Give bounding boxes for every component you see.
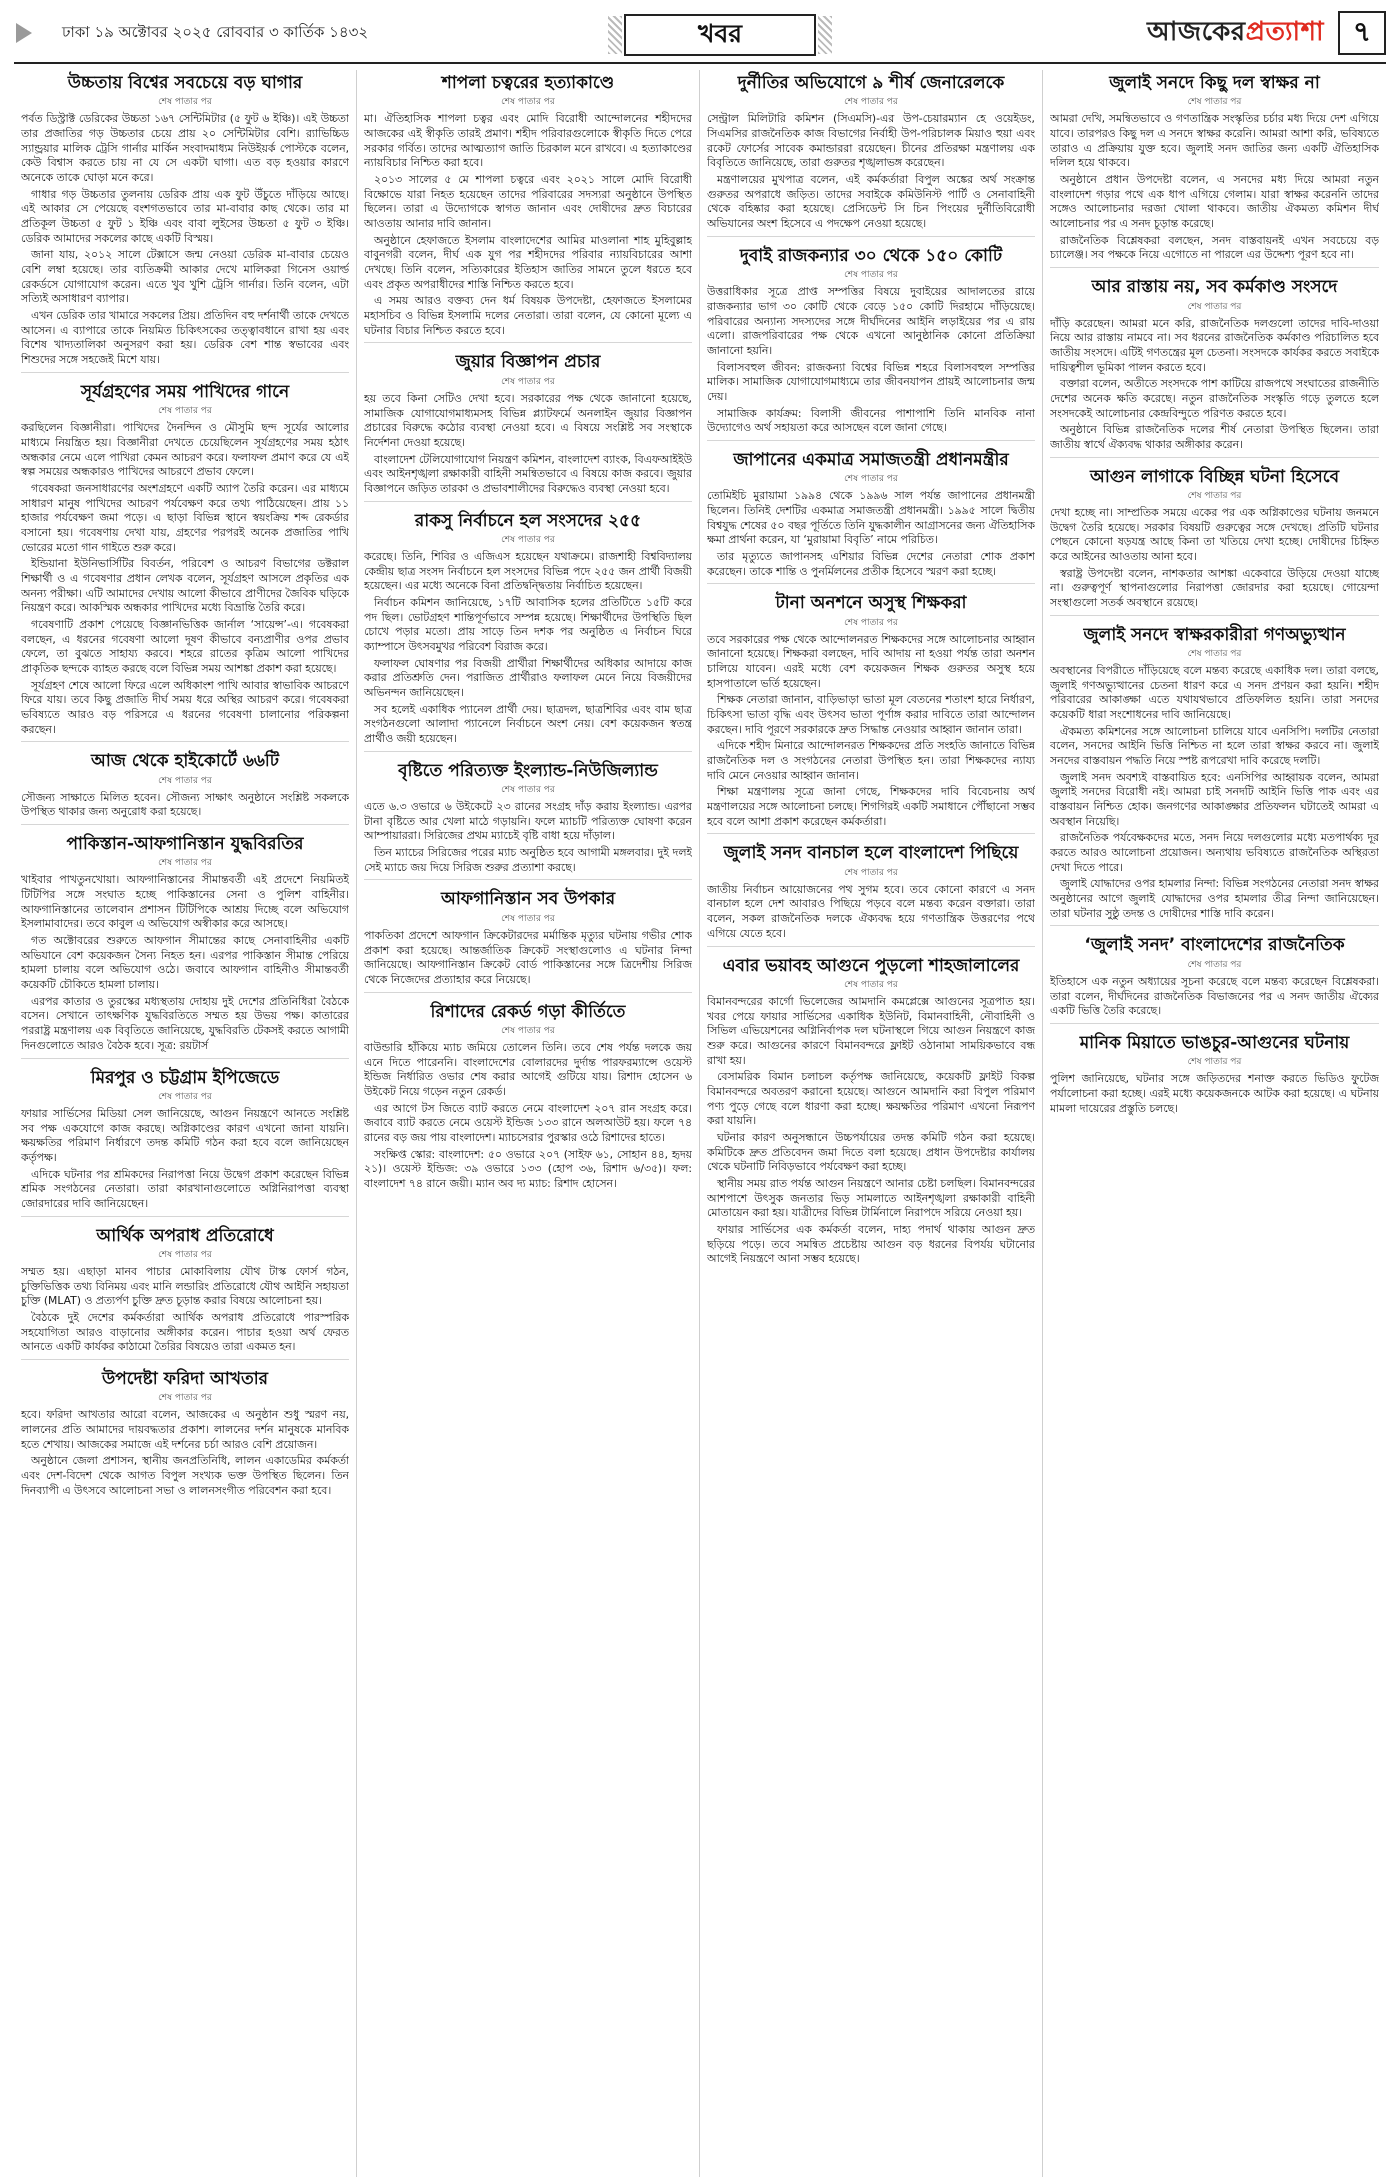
headline[interactable]: এবার ভয়াবহ আগুনে পুড়লো শাহজালালের (722, 955, 1020, 976)
article-paragraph: স্বরাষ্ট্র উপদেষ্টা বলেন, নাশকতার আশঙ্কা একেবারে উড়িয়ে দেওয়া যাচ্ছে না। গুরুত্বপূর্ণ স্থাপনাগুলোর নিরাপত্তা জোরদার করা হয়েছে। গোয়েন্দা সংস্থাগুলো সতর্ক অবস্থানে রয়েছে। (1050, 566, 1379, 609)
continuation-note: শেষ পাতার পর (158, 406, 212, 417)
article-paragraph: এ সময় আরও বক্তব্য দেন ধর্ম বিষয়ক উপদেষ্টা, হেফাজতে ইসলামের মহাসচিব ও বিভিন্ন ইসলামি দলের নেতারা। তারা বলেন, যে কোনো মূল্যে এ ঘটনার বিচার নিশ্চিত করতে হবে। (364, 294, 692, 337)
article-columns (14, 70, 1386, 2177)
article-paragraph: জুলাই যোদ্ধাদের ওপর হামলার নিন্দা: বিভিন্ন সংগঠনের নেতারা সনদ স্বাক্ষর অনুষ্ঠানের আগে জুলাই যোদ্ধাদের ওপর হামলার তীব্র নিন্দা জানিয়েছেন। তারা ঘটনার সুষ্ঠু তদন্ত ও দোষীদের শাস্তি দাবি করেন। (1050, 877, 1379, 920)
article (1050, 274, 1379, 457)
article-paragraph: খাইবার পাখতুনখোয়া। আফগানিস্তানের সীমান্তবর্তী এই প্রদেশে নিয়মিতই টিটিপির সঙ্গে সংঘাত হচ্ছে পাকিস্তানের সেনা ও পুলিশ বাহিনীর। আফগানিস্তানের তালেবান প্রশাসন টিটিপিকে আশ্রয় দিচ্ছে বলে অভিযোগ ইসলামাবাদের। তবে কাবুল এ অভিযোগ অস্বীকার করে আসছে। (21, 873, 349, 931)
article-paragraph: মা। ঐতিহাসিক শাপলা চত্বর এবং মোদি বিরোধী আন্দোলনের শহীদদের আজকের এই স্বীকৃতি তারই প্রমাণ। শহীদ পরিবারগুলোকে স্বীকৃতি দিতে পেরে সরকার গর্বিত। তাদের আত্মত্যাগ জাতি চিরকাল মনে রাখবে। এ হত্যাকাণ্ডের ন্যায়বিচার নিশ্চিত করা হবে। (364, 112, 692, 170)
article-paragraph: ইন্ডিয়ানা ইউনিভার্সিটির বিবর্তন, পরিবেশ ও আচরণ বিভাগের ডক্টরাল শিক্ষার্থী ও এ গবেষণার প্রধান লেখক বলেন, সূর্যগ্রহণ আসলে প্রকৃতির এক অনন্য পরীক্ষা। এটি আমাদের দেখায় আলো কীভাবে প্রাণীদের জৈবিক ঘড়িকে নিয়ন্ত্রণ করে। আকস্মিক অন্ধকার পাখিদের মধ্যে বিভ্রান্তি তৈরি করে। (21, 557, 349, 615)
column-3 (700, 70, 1043, 2177)
continuation-note: শেষ পাতার পর (844, 97, 898, 108)
article (1050, 932, 1379, 1023)
article-paragraph: তিন ম্যাচের সিরিজের পরের ম্যাচ অনুষ্ঠিত হবে আগামী মঙ্গলবার। দুই দলই সেই ম্যাচে জয় দিয়ে সিরিজ শুরুর প্রত্যাশা করছে। (364, 846, 692, 874)
section-label (624, 14, 816, 56)
headline[interactable]: জুলাই সনদে স্বাক্ষরকারীরা গণঅভ্যুত্থান (1083, 624, 1346, 645)
continuation-note: শেষ পাতার পর (1187, 301, 1242, 312)
continuation-note: শেষ পাতার পর (844, 474, 898, 485)
continuation-note: শেষ পাতার পর (158, 97, 212, 108)
article (364, 886, 692, 992)
continuation-note: শেষ পাতার পর (844, 979, 898, 990)
article-paragraph: সম্মত হয়। এছাড়া মানব পাচার মোকাবিলায় যৌথ টাস্ক ফোর্স গঠন, চুক্তিভিত্তিক তথ্য বিনিময় এবং মানি লন্ডারিং প্রতিরোধে যৌথ আইনি সহায়তা চুক্তি (MLAT) ও প্রত্যর্পণ চুক্তি দ্রুত চূড়ান্ত করার বিষয়ে আলোচনা হয়। (21, 1264, 349, 1308)
article (707, 840, 1035, 946)
continuation-note: শেষ পাতার পর (1187, 490, 1242, 501)
headline[interactable]: মিরপুর ও চট্টগ্রাম ইপিজেডে (90, 1067, 280, 1088)
article-paragraph: তার মৃত্যুতে জাপানসহ এশিয়ার বিভিন্ন দেশের নেতারা শোক প্রকাশ করেছেন। তাকে শান্তি ও পুনর্মিলনের প্রতীক হিসেবে স্মরণ করা হচ্ছে। (707, 549, 1035, 578)
article-paragraph: ২০১৩ সালের ৫ মে শাপলা চত্বরে এবং ২০২১ সালে মোদি বিরোধী বিক্ষোভে যারা নিহত হয়েছেন তাদের পরিবারের সদস্যরা অনুষ্ঠানে উপস্থিত ছিলেন। তারা এ উদ্যোগকে স্বাগত জানান এবং দোষীদের দ্রুত বিচারের আওতায় আনার দাবি জানান। (364, 173, 692, 231)
article-paragraph: এর আগে টস জিতে ব্যাট করতে নেমে বাংলাদেশ ২০৭ রান সংগ্রহ করে। জবাবে ব্যাট করতে নেমে ওয়েস্ট ইন্ডিজ ১৩৩ রানে অলআউট হয়। ফলে ৭৪ রানের বড় জয় পায় বাংলাদেশ। ম্যাচসেরার পুরস্কার ওঠে রিশাদের হাতে। (364, 1101, 692, 1144)
article-paragraph: তোমিইচি মুরায়ামা ১৯৯৪ থেকে ১৯৯৬ সাল পর্যন্ত জাপানের প্রধানমন্ত্রী ছিলেন। তিনিই দেশটির একমাত্র সমাজতন্ত্রী প্রধানমন্ত্রী। ১৯৯৫ সালে দ্বিতীয় বিশ্বযুদ্ধ শেষের ৫০ বছর পূর্তিতে তিনি যুদ্ধকালীন আগ্রাসনের জন্য ঐতিহাসিক ক্ষমা প্রার্থনা করেন, যা ‘মুরায়ামা বিবৃতি’ নামে পরিচিত। (707, 489, 1035, 547)
article-paragraph: সৌজন্য সাক্ষাতে মিলিত হবেন। সৌজন্য সাক্ষাৎ অনুষ্ঠানে সংশ্লিষ্ট সকলকে উপস্থিত থাকার জন্য অনুরোধ করা হয়েছে। (21, 790, 349, 819)
article (1050, 70, 1379, 268)
article-paragraph: গবেষণাটি প্রকাশ পেয়েছে বিজ্ঞানভিত্তিক জার্নাল ‘সায়েন্স’-এ। গবেষকরা বলছেন, এ ধরনের গবেষণা আলো দূষণ কীভাবে বন্যপ্রাণীর ওপর প্রভাব ফেলে, তা বুঝতে সাহায্য করবে। শহরে রাতের কৃত্রিম আলো পাখিদের প্রাকৃতিক ছন্দকে ব্যাহত করছে বলে বিভিন্ন সময় আশঙ্কা প্রকাশ করা হয়েছে। (21, 617, 349, 675)
article-paragraph: ইতিহাসে এক নতুন অধ্যায়ের সূচনা করেছে বলে মন্তব্য করেছেন বিশ্লেষকরা। তারা বলেন, দীর্ঘদিনের রাজনৈতিক বিভাজনের পর এ সনদ জাতীয় ঐক্যের একটি ভিত্তি তৈরি করেছে। (1050, 974, 1379, 1018)
logo-part-1: আজকের (1147, 17, 1246, 47)
logo-part-2: প্রত্যাশা (1245, 17, 1324, 47)
headline[interactable]: জাপানের একমাত্র সমাজতন্ত্রী প্রধানমন্ত্রীর (733, 449, 1009, 470)
article-paragraph: জাতীয় নির্বাচন আয়োজনের পথ সুগম হবে। তবে কোনো কারণে এ সনদ বানচাল হলে দেশ আবারও পিছিয়ে পড়বে বলে মন্তব্য করেন বক্তারা। তারা বলেন, সকল রাজনৈতিক দলকে ঐক্যবদ্ধ হয়ে গণতান্ত্রিক উত্তরণের পথে এগিয়ে যেতে হবে। (707, 882, 1035, 940)
article-paragraph: এতে ৬.৩ ওভারে ৬ উইকেটে ২৩ রানের সংগ্রহ দাঁড় করায় ইংল্যান্ড। এরপর টানা বৃষ্টিতে আর খেলা মাঠে গড়ায়নি। ফলে ম্যাচটি পরিত্যক্ত ঘোষণা করেন আম্পায়াররা। সিরিজের প্রথম ম্যাচেই বৃষ্টি বাধা হয়ে দাঁড়াল। (364, 800, 692, 843)
page-header (14, 8, 1386, 58)
continuation-note: শেষ পাতার পর (158, 775, 212, 786)
article-paragraph: সংক্ষিপ্ত স্কোর: বাংলাদেশ: ৫০ ওভারে ২০৭ (সাইফ ৬১, সোহান ৪৪, হৃদয় ২১)। ওয়েস্ট ইন্ডিজ: ৩৯ ওভারে ১৩৩ (হোপ ৩৬, রিশাদ ৬/৩৫)। ফল: বাংলাদেশ ৭৪ রানে জয়ী। ম্যান অব দ্য ম্যাচ: রিশাদ হোসেন। (364, 1147, 692, 1190)
article (364, 508, 692, 752)
masthead-logo (1147, 11, 1324, 55)
headline[interactable]: জুয়ার বিজ্ঞাপন প্রচার (455, 352, 601, 373)
headline[interactable]: টানা অনশনে অসুস্থ শিক্ষকরা (775, 593, 967, 614)
headline[interactable]: উচ্চতায় বিশ্বের সবচেয়ে বড় ঘাগার (67, 73, 303, 93)
continuation-note: শেষ পাতার পর (844, 867, 898, 878)
article-paragraph: পুলিশ জানিয়েছে, ঘটনার সঙ্গে জড়িতদের শনাক্ত করতে ভিডিও ফুটেজ পর্যালোচনা করা হচ্ছে। এরই মধ্যে কয়েকজনকে আটক করা হয়েছে। এ ঘটনায় মামলা দায়েরের প্রস্তুতি চলছে। (1050, 1072, 1379, 1115)
article-paragraph: বৈঠকে দুই দেশের কর্মকর্তারা আর্থিক অপরাধ প্রতিরোধে পারস্পরিক সহযোগিতা আরও বাড়ানোর অঙ্গীকার করেন। পাচার হওয়া অর্থ ফেরত আনতে একটি কার্যকর কাঠামো তৈরির বিষয়েও তারা একমত হন। (21, 1311, 349, 1354)
article-paragraph: আমরা দেখি, সমন্বিতভাবে ও গণতান্ত্রিক সংস্কৃতির চর্চার মধ্য দিয়ে দেশ এগিয়ে যাবে। তারপরও কিছু দল এ সনদে স্বাক্ষর করেনি। আমরা আশা করি, ভবিষ্যতে তারাও এ প্রক্রিয়ায় যুক্ত হবে। জুলাই সনদ জাতির জন্য একটি ঐতিহাসিক দলিল হয়ে থাকবে। (1050, 112, 1379, 170)
arrow-icon (14, 22, 36, 44)
header-rule (14, 62, 1386, 64)
article-paragraph: গত অক্টোবরের শুরুতে আফগান সীমান্তের কাছে সেনাবাহিনীর একটি অভিযানে বেশ কয়েকজন সৈন্য নিহত হন। এরপর পাকিস্তান সীমান্ত পেরিয়ে হামলা চালায় বলে অভিযোগ ওঠে। জবাবে আফগান বাহিনীও সীমান্তবর্তী কয়েকটি চৌকিতে হামলা চালায়। (21, 934, 349, 992)
article-paragraph: বাংলাদেশ টেলিযোগাযোগ নিয়ন্ত্রণ কমিশন, বাংলাদেশ ব্যাংক, বিএফআইইউ এবং আইনশৃঙ্খলা রক্ষাকারী বাহিনী সমন্বিতভাবে এ বিষয়ে কাজ করবে। জুয়ার বিজ্ঞাপনে জড়িত তারকা ও প্রভাবশালীদের বিরুদ্ধেও ব্যবস্থা নেওয়া হবে। (364, 452, 692, 495)
article (1050, 1030, 1379, 1120)
headline[interactable]: বৃষ্টিতে পরিত্যক্ত ইংল্যান্ড-নিউজিল্যান্ড (398, 760, 658, 781)
column-4 (1043, 70, 1386, 2177)
continuation-note: শেষ পাতার পর (158, 1249, 212, 1260)
article-paragraph: এরপর কাতার ও তুরস্কের মধ্যস্থতায় দোহায় দুই দেশের প্রতিনিধিরা বৈঠকে বসেন। সেখানে তাৎক্ষণিক যুদ্ধবিরতিতে সম্মত হয় উভয় পক্ষ। কাতারের পররাষ্ট্র মন্ত্রণালয় এক বিবৃতিতে জানিয়েছে, যুদ্ধবিরতি টেকসই করতে আগামী দিনগুলোতে আরও বৈঠক হবে। সূত্র: রয়টার্স (21, 994, 349, 1052)
article-paragraph: ফলাফল ঘোষণার পর বিজয়ী প্রার্থীরা শিক্ষার্থীদের অধিকার আদায়ে কাজ করার প্রতিশ্রুতি দেন। পরাজিত প্রার্থীরাও ফলাফল মেনে নিয়ে বিজয়ীদের অভিনন্দন জানিয়েছেন। (364, 656, 692, 699)
article (21, 1366, 349, 1502)
article-paragraph: তবে সরকারের পক্ষ থেকে আন্দোলনরত শিক্ষকদের সঙ্গে আলোচনার আহ্বান জানানো হয়েছে। শিক্ষকরা বলছেন, দাবি আদায় না হওয়া পর্যন্ত তারা অনশন চালিয়ে যাবেন। এরই মধ্যে বেশ কয়েকজন শিক্ষক গুরুতর অসুস্থ হয়ে হাসপাতালে ভর্তি হয়েছেন। (707, 632, 1035, 690)
article (21, 1223, 349, 1360)
continuation-note: শেষ পাতার পর (1187, 1057, 1242, 1068)
article-paragraph: জানা যায়, ২০১২ সালে টেক্সাসে জন্ম নেওয়া ডেরিক মা-বাবার চেয়েও বেশি লম্বা হয়েছে। তার ব্যতিক্রমী আকার দেখে মালিকরা গিনেস ওয়ার্ল্ড রেকর্ডসে যোগাযোগ করেন। এতে খুব খুশি ট্রেসি গার্নার। তিনি বলেন, এটা সত্যিই অসাধারণ ব্যাপার। (21, 248, 349, 306)
hatch-decoration-right (818, 16, 832, 54)
article-paragraph: সূর্যগ্রহণ শেষে আলো ফিরে এলে অধিকাংশ পাখি আবার স্বাভাবিক আচরণে ফিরে যায়। তবে কিছু প্রজাতি দীর্ঘ সময় ধরে অস্থির আচরণ করে। গবেষকরা ভবিষ্যতে আরও বড় পরিসরে এ ধরনের গবেষণা চালানোর পরিকল্পনা করছেন। (21, 678, 349, 736)
headline[interactable]: পাকিস্তান-আফগানিস্তান যুদ্ধবিরতির (66, 834, 304, 855)
headline[interactable]: ‘জুলাই সনদ’ বাংলাদেশের রাজনৈতিক (1084, 935, 1345, 956)
article (707, 447, 1035, 584)
article-paragraph: করেছে। তিনি, শিবির ও এজিএস হয়েছেন যথাক্রমে। রাজশাহী বিশ্ববিদ্যালয় কেন্দ্রীয় ছাত্র সংসদ নির্বাচনে হল সংসদের বিভিন্ন পদে ২৫৫ জন প্রার্থী বিজয়ী হয়েছেন। এর মধ্যে অনেকে বিনা প্রতিদ্বন্দ্বিতায় নির্বাচিত হয়েছেন। (364, 549, 692, 593)
article-paragraph: শিক্ষক নেতারা জানান, বাড়িভাড়া ভাতা মূল বেতনের শতাংশ হারে নির্ধারণ, চিকিৎসা ভাতা বৃদ্ধি এবং উৎসব ভাতা পূর্ণাঙ্গ করার দাবিতে তারা আন্দোলন করছেন। দাবি পূরণে সরকারকে দ্রুত সিদ্ধান্ত নেওয়ার আহ্বান জানান তারা। (707, 693, 1035, 736)
article-paragraph: জুলাই সনদ অবশ্যই বাস্তবায়িত হবে: এনসিপির আহ্বায়ক বলেন, আমরা জুলাই সনদের বিরোধী নই। আমরা চাই সনদটি আইনি ভিত্তি পাক এবং এর বাস্তবায়ন নিশ্চিত হোক। জনগণের আকাঙ্ক্ষার প্রতিফলন ঘটাতেই আমরা এ অবস্থান নিয়েছি। (1050, 770, 1379, 828)
article (21, 379, 349, 743)
article-paragraph: গবেষকরা জনসাধারণের অংশগ্রহণে একটি অ্যাপ তৈরি করেন। এর মাধ্যমে সাধারণ মানুষ পাখিদের আচরণ পর্যবেক্ষণ করে তথ্য পাঠিয়েছেন। প্রায় ১১ হাজার পর্যবেক্ষণ জমা পড়ে। এ ছাড়া বিভিন্ন স্থানে স্বয়ংক্রিয় শব্দ রেকর্ডার বসানো হয়। গবেষণায় দেখা যায়, গ্রহণের পরপরই অনেক প্রজাতির পাখি ভোরের মতো গান গাইতে শুরু করে। (21, 481, 349, 554)
headline[interactable]: দুবাই রাজকন্যার ৩০ থেকে ১৫০ কোটি (739, 245, 1003, 266)
article-paragraph: বিলাসবহুল জীবন: রাজকন্যা বিশ্বের বিভিন্ন শহরে বিলাসবহুল সম্পত্তির মালিক। সামাজিক যোগাযোগমাধ্যমে তার জীবনযাপন প্রায়ই আলোচনার জন্ম দেয়। (707, 360, 1035, 403)
article-paragraph: ঐকমত্য কমিশনের সঙ্গে আলোচনা চালিয়ে যাবে এনসিপি। দলটির নেতারা বলেন, সনদের আইনি ভিত্তি নিশ্চিত না হলে তারা স্বাক্ষর করবে না। জুলাই সনদের বাস্তবায়ন পদ্ধতি নিয়ে স্পষ্ট রূপরেখা দাবি করেছে দলটি। (1050, 724, 1379, 768)
article (707, 243, 1035, 441)
headline[interactable]: উপদেষ্টা ফরিদা আখতার (101, 1369, 269, 1390)
article-paragraph: হবে। ফরিদা আখতার আরো বলেন, আজকের এ অনুষ্ঠান শুধু স্মরণ নয়, লালনের প্রতি আমাদের দায়বদ্ধতার প্রকাশ। লালনের দর্শন মানুষকে মানবিক হতে শেখায়। আজকের সমাজে এই দর্শনের চর্চা আরও বেশি প্রয়োজন। (21, 1408, 349, 1451)
article-paragraph: সেন্ট্রাল মিলিটারি কমিশন (সিএমসি)-এর উপ-চেয়ারম্যান হে ওয়েইডং, সিএমসির রাজনৈতিক কাজ বিভাগের নির্বাহী উপ-পরিচালক মিয়াও হুয়া এবং রকেট ফোর্সের সাবেক কমান্ডাররা রয়েছেন। চীনের প্রতিরক্ষা মন্ত্রণালয় এক বিবৃতিতে জানিয়েছে, তারা গুরুতর শৃঙ্খলাভঙ্গ করেছেন। (707, 112, 1035, 170)
article-paragraph: অবস্থানের বিপরীতে দাঁড়িয়েছে বলে মন্তব্য করেছে একাধিক দল। তারা বলছে, জুলাই গণঅভ্যুত্থানের চেতনা ধারণ করে এ সনদ প্রণয়ন করা হয়নি। শহীদ পরিবারের আকাঙ্ক্ষা এতে যথাযথভাবে প্রতিফলিত হয়নি। তারা সনদের কয়েকটি ধারা সংশোধনের দাবি জানিয়েছে। (1050, 664, 1379, 722)
article (1050, 622, 1379, 927)
column-2 (357, 70, 700, 2177)
continuation-note: শেষ পাতার পর (844, 270, 898, 281)
continuation-note: শেষ পাতার পর (1187, 649, 1242, 660)
article-paragraph: ঘটনার কারণ অনুসন্ধানে উচ্চপর্যায়ের তদন্ত কমিটি গঠন করা হয়েছে। কমিটিকে দ্রুত প্রতিবেদন জমা দিতে বলা হয়েছে। প্রধান উপদেষ্টার কার্যালয় থেকে ঘটনাটি নিবিড়ভাবে পর্যবেক্ষণ করা হচ্ছে। (707, 1130, 1035, 1174)
article (364, 999, 692, 1196)
headline[interactable]: দুর্নীতির অভিযোগে ৯ শীর্ষ জেনারেলকে (737, 73, 1005, 93)
article-paragraph: সব হলেই একাধিক প্যানেল প্রার্থী দেয়। ছাত্রদল, ছাত্রশিবির এবং বাম ছাত্র সংগঠনগুলো আলাদা প্যানেলে নির্বাচনে অংশ নেয়। বেশ কয়েকজন স্বতন্ত্র প্রার্থীও জয়ী হয়েছেন। (364, 702, 692, 746)
article (364, 349, 692, 501)
article (21, 748, 349, 825)
article-paragraph: অনুষ্ঠানে হেফাজতে ইসলাম বাংলাদেশের আমির মাওলানা শাহ মুহিবুল্লাহ বাবুনগরী বলেন, দীর্ঘ এক যুগ পর শহীদদের পরিবার ন্যায়বিচারের আশা দেখছে। তিনি বলেন, সত্যিকারের ইতিহাস জাতির সামনে তুলে ধরতে হবে এবং প্রকৃত অপরাধীদের শাস্তি নিশ্চিত করতে হবে। (364, 233, 692, 291)
continuation-note: শেষ পাতার পর (501, 534, 555, 545)
article-paragraph: গাধার গড় উচ্চতার তুলনায় ডেরিক প্রায় এক ফুট উঁচুতে দাঁড়িয়ে আছে। এই আকার সে পেয়েছে বংশগতভাবে তার মা-বাবার কাছ থেকে। তার মা প্রতিকূল উচ্চতা ৫ ফুট ১ ইঞ্চি এবং বাবা লুইসের উচ্চতা ৫ ফুট ৩ ইঞ্চি। ডেরিক আমাদের সকলের কাছে একটি বিস্ময়। (21, 187, 349, 245)
continuation-note: শেষ পাতার পর (501, 1025, 555, 1036)
article-paragraph: উত্তরাধিকার সূত্রে প্রাপ্ত সম্পত্তির বিষয়ে দুবাইয়ের আদালতের রায়ে রাজকন্যার ভাগ ৩০ কোটি থেকে বেড়ে ১৫০ কোটি দিরহামে দাঁড়িয়েছে। পরিবারের অন্যান্য সদস্যদের সঙ্গে দীর্ঘদিনের আইনি লড়াইয়ের পর এ রায় এলো। রাজপরিবারের পক্ষ থেকে এখনো আনুষ্ঠানিক কোনো প্রতিক্রিয়া জানানো হয়নি। (707, 285, 1035, 357)
article-paragraph: এদিকে শহীদ মিনারে আন্দোলনরত শিক্ষকদের প্রতি সংহতি জানাতে বিভিন্ন রাজনৈতিক দল ও সংগঠনের নেতারা উপস্থিত হন। তারা শিক্ষকদের ন্যায্য দাবি মেনে নেওয়ার আহ্বান জানান। (707, 739, 1035, 782)
continuation-note: শেষ পাতার পর (501, 97, 555, 108)
article-paragraph: স্থানীয় সময় রাত পর্যন্ত আগুন নিয়ন্ত্রণে আনার চেষ্টা চলছিল। বিমানবন্দরের আশপাশে উৎসুক জনতার ভিড় সামলাতে আইনশৃঙ্খলা রক্ষাকারী বাহিনী মোতায়েন করা হয়। যাত্রীদের বিভিন্ন টার্মিনালে নিরাপদে সরিয়ে নেওয়া হয়। (707, 1176, 1035, 1220)
article-paragraph: নির্বাচন কমিশন জানিয়েছে, ১৭টি আবাসিক হলের প্রতিটিতে ১৫টি করে পদ ছিল। ভোটগ্রহণ শান্তিপূর্ণভাবে সম্পন্ন হয়েছে। শিক্ষার্থীদের উপস্থিতি ছিল চোখে পড়ার মতো। প্রায় সাড়ে তিন দশক পর অনুষ্ঠিত এ নির্বাচন ঘিরে ক্যাম্পাসে উৎসবমুখর পরিবেশ বিরাজ করে। (364, 595, 692, 653)
headline[interactable]: জুলাই সনদে কিছু দল স্বাক্ষর না (1109, 73, 1320, 93)
article-paragraph: বক্তারা বলেন, অতীতে সংসদকে পাশ কাটিয়ে রাজপথে সংঘাতের রাজনীতি দেশের অনেক ক্ষতি করেছে। নতুন রাজনৈতিক সংস্কৃতি গড়ে তুলতে হলে সংসদকেই আলোচনার কেন্দ্রবিন্দুতে পরিণত করতে হবে। (1050, 377, 1379, 420)
article (364, 758, 692, 881)
article-paragraph: দাঁড়ি করেছেন। আমরা মনে করি, রাজনৈতিক দলগুলো তাদের দাবি-দাওয়া নিয়ে আর রাস্তায় নামবে না। সব ধরনের রাজনৈতিক কর্মকাণ্ড পরিচালিত হবে জাতীয় সংসদে। এটিই গণতন্ত্রের মূল চেতনা। সংসদকে কার্যকর করতে সবাইকে দায়িত্বশীল ভূমিকা পালন করতে হবে। (1050, 316, 1379, 374)
headline[interactable]: আর রাস্তায় নয়, সব কর্মকাণ্ড সংসদে (1091, 277, 1338, 298)
headline[interactable]: জুলাই সনদ বানচাল হলে বাংলাদেশ পিছিয়ে (723, 843, 1019, 864)
continuation-note: শেষ পাতার পর (844, 617, 898, 628)
headline[interactable]: আজ থেকে হাইকোর্টে ৬৬টি (90, 751, 280, 772)
article-paragraph: এখন ডেরিক তার খামারে সকলের প্রিয়। প্রতিদিন বহু দর্শনার্থী তাকে দেখতে আসেন। এ ব্যাপারে তাকে নিয়মিত চিকিৎসকের তত্ত্বাবধানে রাখা হয় এবং বিশেষ খাদ্যতালিকা অনুসরণ করা হয়। ডেরিক বেশ শান্ত স্বভাবের এবং শিশুদের সঙ্গে সহজেই মিশে যায়। (21, 309, 349, 367)
article-paragraph: সামাজিক কার্যক্রম: বিলাসী জীবনের পাশাপাশি তিনি মানবিক নানা উদ্যোগেও অর্থ সহায়তা করে আসছেন বলে জানা গেছে। (707, 406, 1035, 435)
continuation-note: শেষ পাতার পর (501, 376, 555, 387)
article (21, 1065, 349, 1217)
article-paragraph: অনুষ্ঠানে জেলা প্রশাসন, স্থানীয় জনপ্রতিনিধি, লালন একাডেমির কর্মকর্তা এবং দেশ-বিদেশ থেকে আগত বিপুল সংখ্যক ভক্ত উপস্থিত ছিলেন। তিন দিনব্যাপী এ উৎসবে আলোচনা সভা ও লালনসংগীত পরিবেশন করা হবে। (21, 1454, 349, 1497)
article-paragraph: রাজনৈতিক বিশ্লেষকরা বলছেন, সনদ বাস্তবায়নই এখন সবচেয়ে বড় চ্যালেঞ্জ। সব পক্ষকে নিয়ে এগোতে না পারলে এর উদ্দেশ্য পূরণ হবে না। (1050, 233, 1379, 262)
section-title: খবর (697, 18, 743, 48)
headline[interactable]: শাপলা চত্বরের হত্যাকাণ্ডে (441, 73, 615, 93)
article-paragraph: মন্ত্রণালয়ের মুখপাত্র বলেন, এই কর্মকর্তারা বিপুল অঙ্কের অর্থ সংক্রান্ত গুরুতর অপরাধে জড়িত। তাদের সবাইকে কমিউনিস্ট পার্টি ও সেনাবাহিনী থেকে বহিষ্কার করা হয়েছে। প্রেসিডেন্ট সি চিন পিংয়ের দুর্নীতিবিরোধী অভিযানের অংশ হিসেবে এ পদক্ষেপ নেওয়া হয়েছে। (707, 173, 1035, 231)
article (1050, 464, 1379, 616)
article-paragraph: পাকতিকা প্রদেশে আফগান ক্রিকেটারদের মর্মান্তিক মৃত্যুর ঘটনায় গভীর শোক প্রকাশ করা হয়েছে। আন্তর্জাতিক ক্রিকেট সংস্থাগুলোও এ ঘটনার নিন্দা জানিয়েছে। আফগানিস্তান ক্রিকেট বোর্ড পাকিস্তানের সঙ্গে ত্রিদেশীয় সিরিজ থেকে নিজেদের প্রত্যাহার করে নিয়েছে। (364, 928, 692, 986)
article-paragraph: বেসামরিক বিমান চলাচল কর্তৃপক্ষ জানিয়েছে, কয়েকটি ফ্লাইট বিকল্প বিমানবন্দরে অবতরণ করানো হয়েছে। আগুনে আমদানি করা বিপুল পরিমাণ পণ্য পুড়ে গেছে বলে ধারণা করা হচ্ছে। ক্ষয়ক্ষতির পরিমাণ এখনো নিরূপণ করা যায়নি। (707, 1070, 1035, 1128)
hatch-decoration-left (608, 16, 622, 54)
headline[interactable]: রিশাদের রেকর্ড গড়া কীর্তিতে (430, 1001, 626, 1022)
continuation-note: শেষ পাতার পর (1187, 959, 1242, 970)
article-paragraph: রাজনৈতিক পর্যবেক্ষকদের মতে, সনদ নিয়ে দলগুলোর মধ্যে মতপার্থক্য দূর করতে আরও আলোচনা প্রয়োজন। অন্যথায় ভবিষ্যতে রাজনৈতিক অস্থিরতা দেখা দিতে পারে। (1050, 831, 1379, 874)
article-paragraph: শিক্ষা মন্ত্রণালয় সূত্রে জানা গেছে, শিক্ষকদের দাবি বিবেচনায় অর্থ মন্ত্রণালয়ের সঙ্গে আলোচনা চলছে। শিগগিরই একটি সমাধানে পৌঁছানো সম্ভব হবে বলে আশা প্রকাশ করেছেন কর্মকর্তারা। (707, 785, 1035, 828)
headline[interactable]: মানিক মিয়াতে ভাঙচুর-আগুনের ঘটনায় (1079, 1032, 1350, 1053)
column-1 (14, 70, 357, 2177)
article-paragraph: অনুষ্ঠানে বিভিন্ন রাজনৈতিক দলের শীর্ষ নেতারা উপস্থিত ছিলেন। তারা জাতীয় স্বার্থে ঐক্যবদ্ধ থাকার অঙ্গীকার করেন। (1050, 423, 1379, 451)
article (707, 70, 1035, 237)
article-paragraph: পর্বত ডিস্ট্রাক্ট ডেরিকের উচ্চতা ১৬৭ সেন্টিমিটার (৫ ফুট ৬ ইঞ্চি)। এই উচ্চতা তার প্রজাতির গড় উচ্চতার চেয়ে প্রায় ২০ সেন্টিমিটার বেশি। র‌্যাভিচ্চিড স্যান্ড্রয়ার মালিক ট্রেসি গার্নার মার্কিন সংবাদমাধ্যম নিউইয়র্ক পোস্টকে বলেন, কেউ বিশ্বাস করতে চায় না যে সে একটা ঘাগা। এত বড় হওয়ার কারণে অনেকে তাকে ঘোড়া মনে করে। (21, 112, 349, 185)
article (707, 953, 1035, 1271)
headline[interactable]: সূর্যগ্রহণের সময় পাখিদের গানে (80, 381, 290, 402)
article (364, 70, 692, 343)
article-paragraph: করছিলেন বিজ্ঞানীরা। পাখিদের দৈনন্দিন ও মৌসুমি ছন্দ সূর্যের আলোর মাধ্যমে নিয়ন্ত্রিত হয়। বিজ্ঞানীরা দেখতে চেয়েছিলেন সূর্যগ্রহণের সময় হঠাৎ অন্ধকার নেমে এলে পাখিরা কেমন আচরণ করে। ফলাফল প্রমাণ করে যে এই স্বল্প সময়ের অন্ধকারও পাখিদের আচরণে প্রভাব ফেলে। (21, 421, 349, 479)
headline[interactable]: আর্থিক অপরাধ প্রতিরোধে (96, 1225, 274, 1246)
continuation-note: শেষ পাতার পর (1187, 97, 1242, 108)
continuation-note: শেষ পাতার পর (158, 1393, 212, 1404)
article-paragraph: বিমানবন্দরের কার্গো ভিলেজের আমদানি কমপ্লেক্সে আগুনের সূত্রপাত হয়। খবর পেয়ে ফায়ার সার্ভিসের একাধিক ইউনিট, বিমানবাহিনী, নৌবাহিনী ও সিভিল এভিয়েশনের অগ্নিনির্বাপক দল ঘটনাস্থলে গিয়ে আগুন নিয়ন্ত্রণে কাজ শুরু করে। আগুনের কারণে বিমানবন্দরে ফ্লাইট ওঠানামা সাময়িকভাবে বন্ধ রাখা হয়। (707, 994, 1035, 1067)
continuation-note: শেষ পাতার পর (501, 913, 555, 924)
headline[interactable]: আফগানিস্তান সব উপকার (440, 889, 616, 910)
headline[interactable]: রাকসু নির্বাচনে হল সংসদের ২৫৫ (414, 510, 642, 531)
article-paragraph: দেখা হচ্ছে না। সাম্প্রতিক সময়ে একের পর এক অগ্নিকাণ্ডের ঘটনায় জনমনে উদ্বেগ তৈরি হয়েছে। সরকার বিষয়টি গুরুত্বের সঙ্গে দেখছে। প্রতিটি ঘটনার পেছনে কোনো ষড়যন্ত্র আছে কিনা তা খতিয়ে দেখা হচ্ছে। দোষীদের চিহ্নিত করে আইনের আওতায় আনা হবে। (1050, 505, 1379, 563)
headline[interactable]: আগুন লাগাকে বিচ্ছিন্ন ঘটনা হিসেবে (1089, 466, 1340, 487)
article (21, 70, 349, 373)
article-paragraph: এদিকে ঘটনার পর শ্রমিকদের নিরাপত্তা নিয়ে উদ্বেগ প্রকাশ করেছেন বিভিন্ন শ্রমিক সংগঠনের নেতারা। তারা কারখানাগুলোতে অগ্নিনিরাপত্তা ব্যবস্থা জোরদারের দাবি জানিয়েছেন। (21, 1167, 349, 1210)
article-paragraph: বাউন্ডারি হাঁকিয়ে ম্যাচ জমিয়ে তোলেন তিনি। তবে শেষ পর্যন্ত দলকে জয় এনে দিতে পারেননি। বাংলাদেশের বোলারদের দুর্দান্ত পারফরম্যান্সে ওয়েস্ট ইন্ডিজ নির্ধারিত ওভার শেষ করার আগেই গুটিয়ে যায়। রিশাদ হোসেন ৬ উইকেট নিয়ে গড়েন নতুন রেকর্ড। (364, 1040, 692, 1098)
continuation-note: শেষ পাতার পর (501, 785, 555, 796)
article (21, 831, 349, 1058)
article-paragraph: ফায়ার সার্ভিসের এক কর্মকর্তা বলেন, দাহ্য পদার্থ থাকায় আগুন দ্রুত ছড়িয়ে পড়ে। তবে সমন্বিত প্রচেষ্টায় আগুন বড় ধরনের বিপর্যয় ঘটানোর আগেই নিয়ন্ত্রণে আনা সম্ভব হয়েছে। (707, 1222, 1035, 1266)
article-paragraph: ফায়ার সার্ভিসের মিডিয়া সেল জানিয়েছে, আগুন নিয়ন্ত্রণে আনতে সংশ্লিষ্ট সব পক্ষ একযোগে কাজ করছে। অগ্নিকাণ্ডের কারণ এখনো জানা যায়নি। ক্ষয়ক্ষতির পরিমাণ নির্ধারণে তদন্ত কমিটি গঠন করা হবে বলে জানিয়েছেন কর্তৃপক্ষ। (21, 1106, 349, 1164)
page-number: ৭ (1338, 11, 1386, 55)
dateline: ঢাকা ১৯ অক্টোবর ২০২৫ রোববার ৩ কার্তিক ১৪৩২ (62, 22, 369, 41)
continuation-note: শেষ পাতার পর (158, 858, 212, 869)
continuation-note: শেষ পাতার পর (158, 1091, 212, 1102)
article-paragraph: অনুষ্ঠানে প্রধান উপদেষ্টা বলেন, এ সনদের মধ্য দিয়ে আমরা নতুন বাংলাদেশ গড়ার পথে এক ধাপ এগিয়ে গেলাম। যারা স্বাক্ষর করেননি তাদের সঙ্গেও আলোচনার দরজা খোলা থাকবে। জাতীয় ঐকমত্য কমিশন দীর্ঘ আলোচনার পর এ সনদ চূড়ান্ত করেছে। (1050, 173, 1379, 231)
article-paragraph: হয় তবে কিনা সেটিও দেখা হবে। সরকারের পক্ষ থেকে জানানো হয়েছে, সামাজিক যোগাযোগমাধ্যমসহ বিভিন্ন প্ল্যাটফর্মে অনলাইন জুয়ার বিজ্ঞাপন প্রচারের বিরুদ্ধে কঠোর ব্যবস্থা নেওয়া হবে। এ বিষয়ে সংশ্লিষ্ট সব সংস্থাকে নির্দেশনা দেওয়া হয়েছে। (364, 391, 692, 449)
article (707, 590, 1035, 834)
